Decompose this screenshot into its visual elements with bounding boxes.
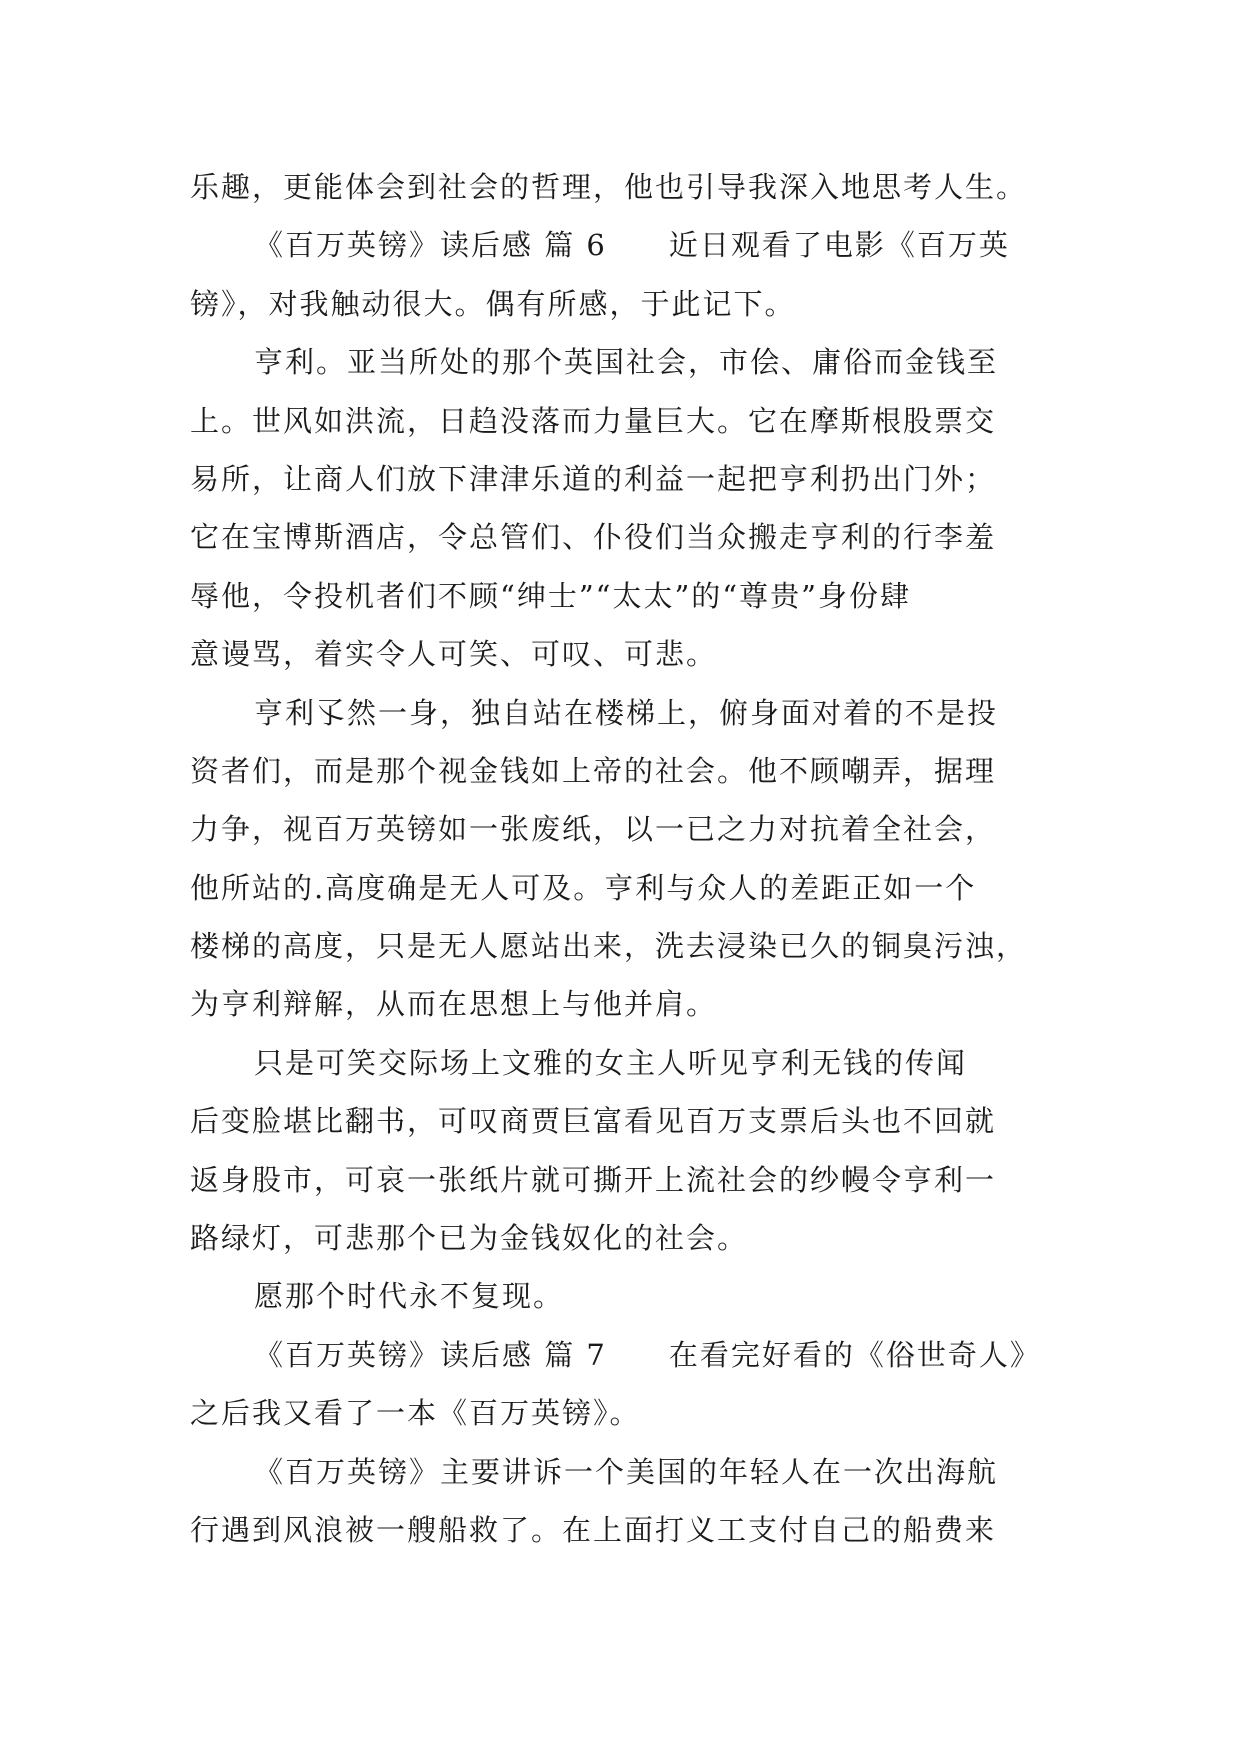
section-heading-line: 《百万英镑》读后感 篇 6 近日观看了电影《百万英: [254, 228, 1010, 263]
paragraph-start-line: 《百万英镑》主要讲诉一个美国的年轻人在一次出海航: [254, 1454, 999, 1489]
body-text: [190, 158, 1056, 1559]
text-line: 他所站的.高度确是无人可及。亨利与众人的差距正如一个: [190, 870, 977, 905]
text-line: 它在宝博斯酒店，令总管们、仆役们当众搬走亨利的行李羞: [190, 520, 997, 555]
text-line: 乐趣，更能体会到社会的哲理，他也引导我深入地思考人生。: [190, 170, 1028, 204]
text-line: 辱他，令投机者们不顾“绅士”“太太”的“尊贵”身份肆: [190, 578, 911, 613]
text-line: 力争，视百万英镑如一张废纸，以一已之力对抗着全社会，: [190, 812, 997, 847]
section-heading-line: 《百万英镑》读后感 篇 7 在看完好看的《俗世奇人》: [254, 1337, 1041, 1372]
text-line: 意谩骂，着实令人可笑、可叹、可悲。: [190, 637, 718, 672]
text-line: 返身股市，可哀一张纸片就可撕开上流社会的纱幔令亨利一: [190, 1162, 997, 1197]
paragraph-start-line: 亨利孓然一身，独自站在楼梯上，俯身面对着的不是投: [254, 695, 999, 730]
text-line: 为亨利辩解，从而在思想上与他并肩。: [190, 987, 718, 1022]
paragraph-start-line: 愿那个时代永不复现。: [254, 1279, 565, 1314]
text-line: 后变脸堪比翻书，可叹商贾巨富看见百万支票后头也不回就: [190, 1104, 997, 1139]
text-line: 资者们，而是那个视金钱如上帝的社会。他不顾嘲弄，据理: [190, 753, 997, 788]
text-line: 上。世风如洪流，日趋没落而力量巨大。它在摩斯根股票交: [190, 403, 997, 438]
text-line: 行遇到风浪被一艘船救了。在上面打义工支付自己的船费来: [190, 1512, 997, 1547]
text-line: 易所，让商人们放下津津乐道的利益一起把亨利扔出门外；: [190, 461, 997, 496]
text-line: 路绿灯，可悲那个已为金钱奴化的社会。: [190, 1221, 749, 1256]
text-line: 镑》，对我触动很大。偶有所感，于此记下。: [190, 286, 796, 321]
text-line: 之后我又看了一本《百万英镑》。: [190, 1396, 641, 1431]
paragraph-start-line: 亨利。亚当所处的那个英国社会，市侩、庸俗而金钱至: [254, 345, 999, 380]
text-line: 楼梯的高度，只是无人愿站出来，洗去浸染已久的铜臭污浊，: [190, 929, 1028, 964]
paragraph-start-line: 只是可笑交际场上文雅的女主人听见亨利无钱的传闻: [254, 1045, 968, 1080]
